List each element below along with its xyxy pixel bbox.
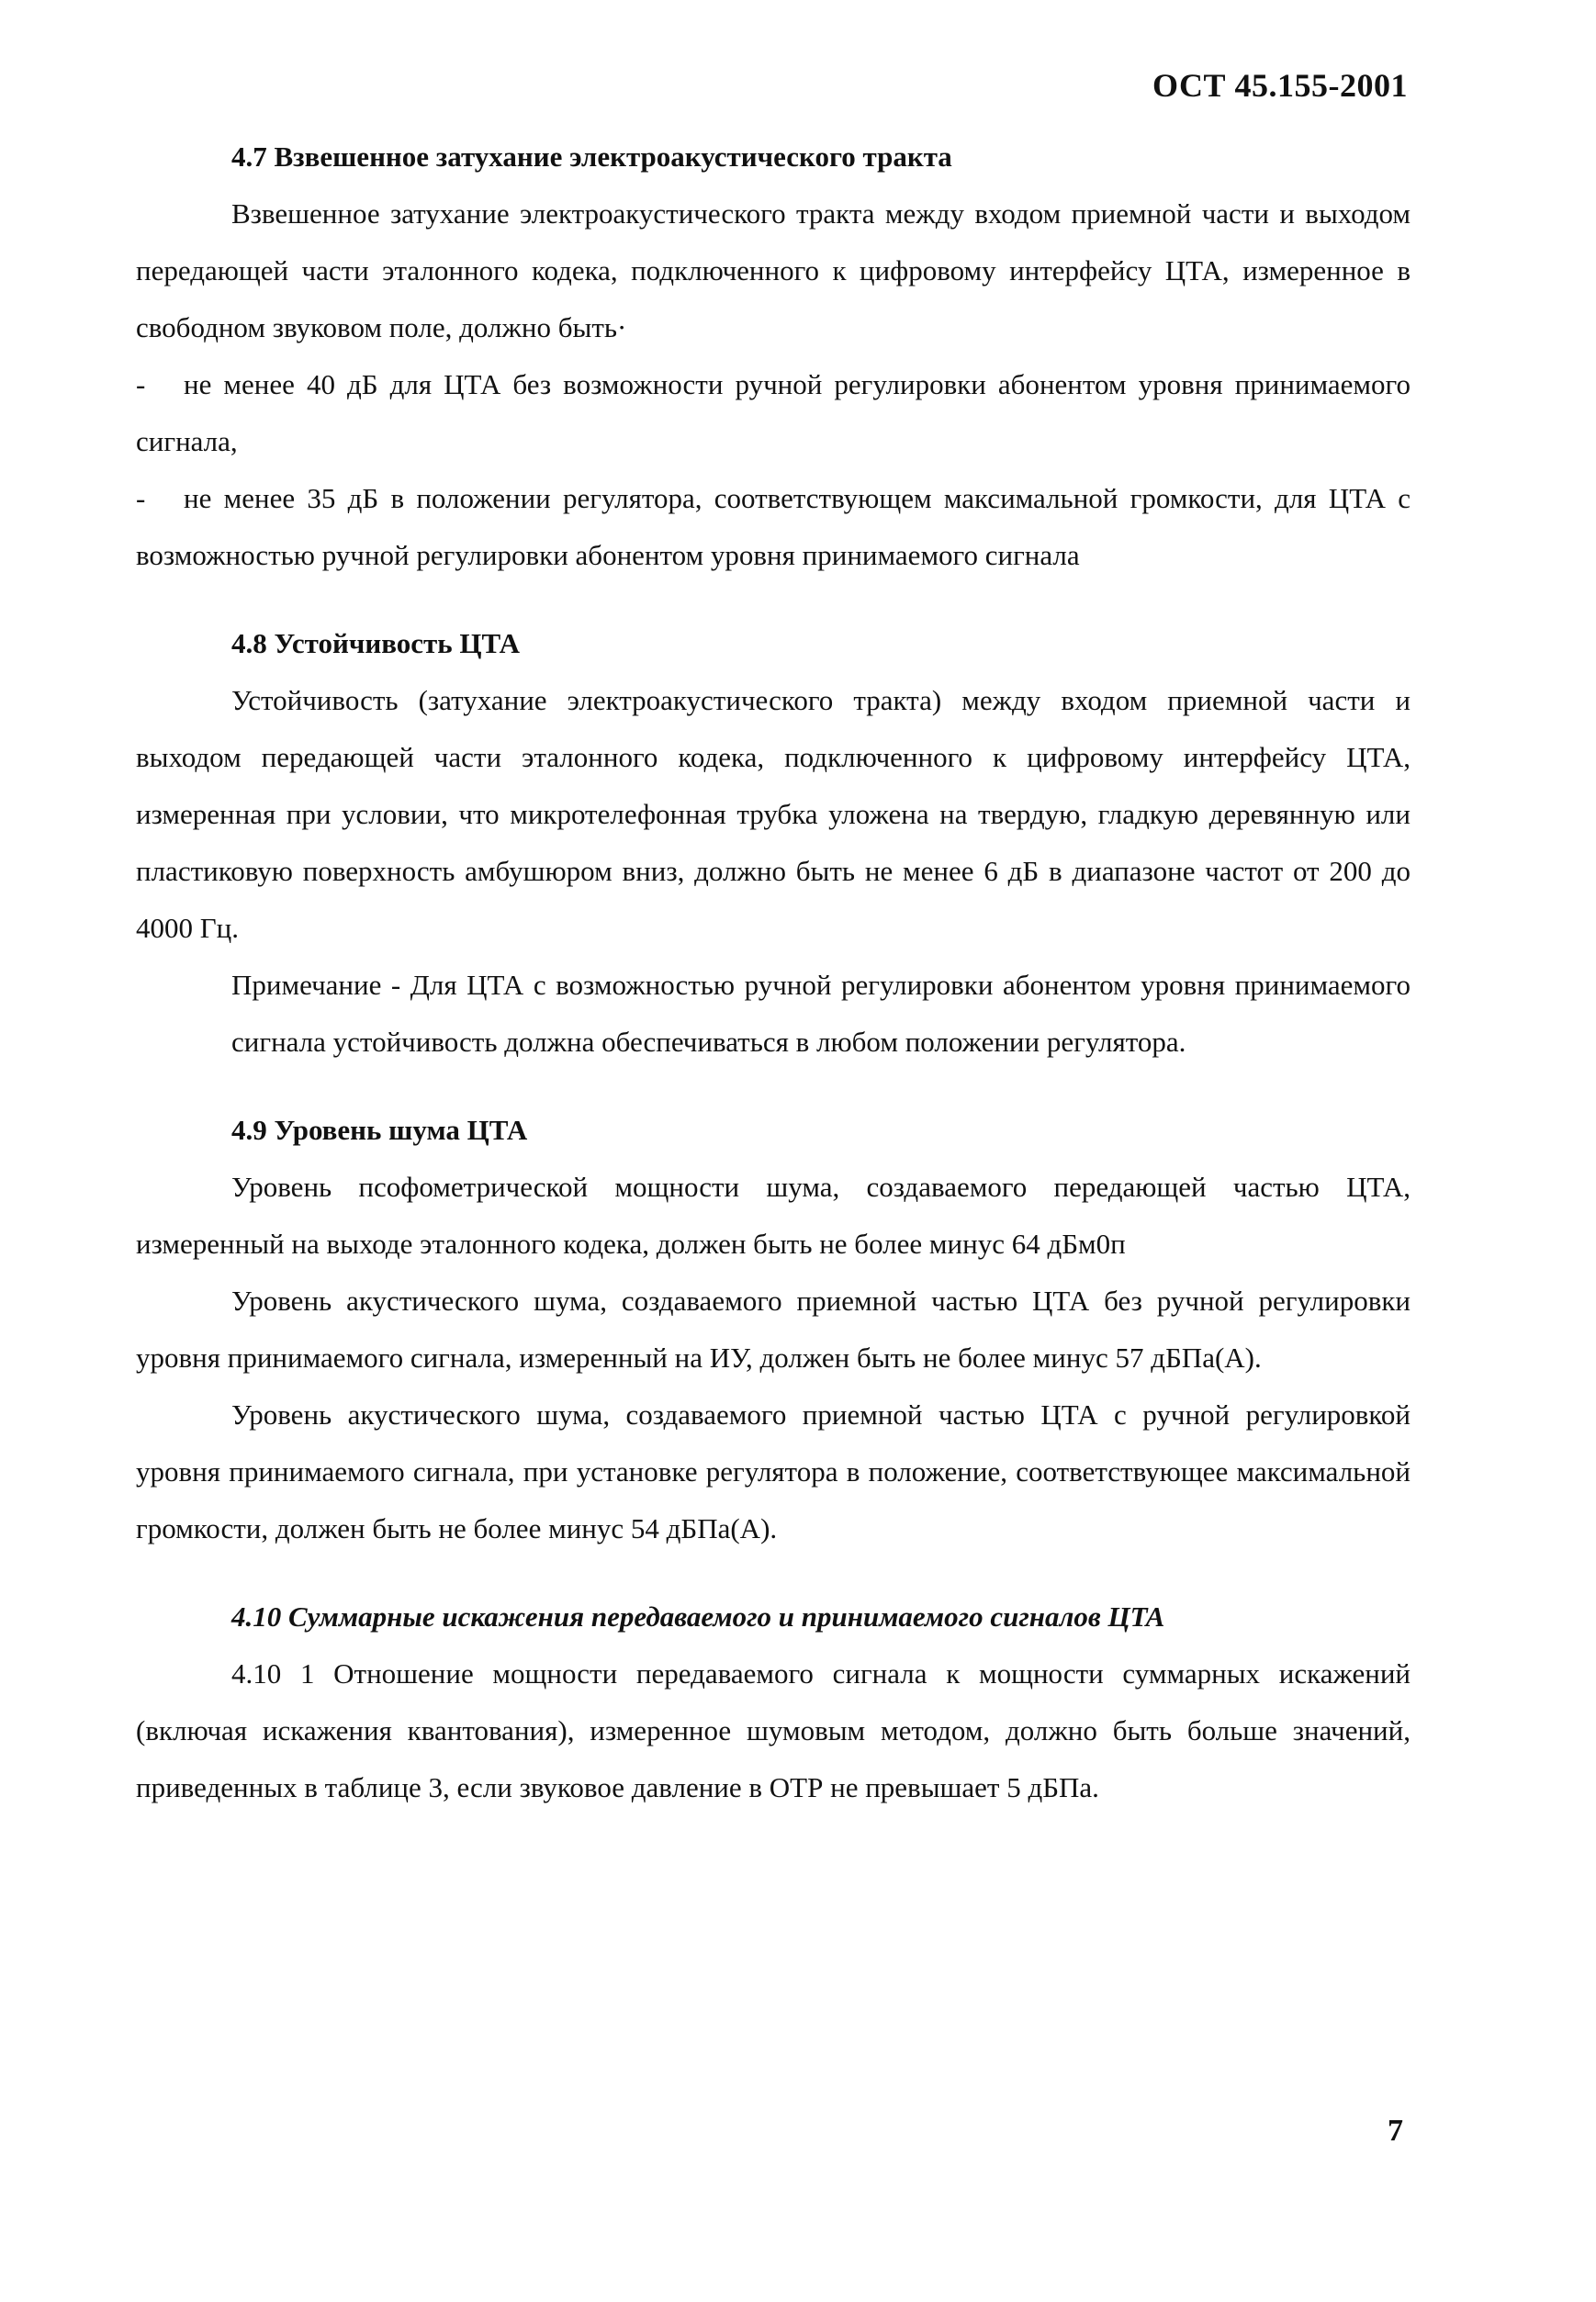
paragraph: Уровень акустического шума, создаваемого приемной частью ЦТА без ручной регулировки уровня принимаемого сигнала, измеренный на ИУ, должен быть не более минус 57 дБПа(А). (136, 1285, 1411, 1374)
page-number: 7 (1388, 2114, 1403, 2148)
section-heading-4-7: 4.7 Взвешенное затухание электроакустического тракта (231, 140, 952, 173)
section-heading-4-8: 4.8 Устойчивость ЦТА (231, 627, 520, 659)
note: Примечание - Для ЦТА с возможностью ручной регулировки абонентом уровня принимаемого сигнала устойчивость должна обеспечиваться в любом положении регулятора. (231, 969, 1411, 1058)
list-item-text: не менее 40 дБ для ЦТА без возможности ручной регулировки абонентом уровня принимаемого сигнала, (136, 368, 1411, 457)
list-item (136, 356, 1411, 470)
paragraph: 4.10 1 Отношение мощности передаваемого сигнала к мощности суммарных искажений (включая искажения квантования), измеренное шумовым методом, должно быть больше значений, приведенных в таблице 3, если звуковое давление в ОТР не превышает 5 дБПа. (136, 1657, 1411, 1803)
section-heading-4-9: 4.9 Уровень шума ЦТА (231, 1114, 528, 1146)
paragraph: Устойчивость (затухание электроакустического тракта) между входом приемной части и выходом передающей части эталонного кодека, подключенного к цифровому интерфейсу ЦТА, измеренная при условии, что микротелефонная трубка уложена на твердую, гладкую деревянную или пластиковую поверхность амбушюром вниз, должно быть не менее 6 дБ в диапазоне частот от 200 до 4000 Гц. (136, 684, 1411, 944)
document-code: ОСТ 45.155-2001 (1152, 67, 1408, 104)
paragraph: Уровень псофометрической мощности шума, создаваемого передающей частью ЦТА, измеренный на выходе эталонного кодека, должен быть не более минус 64 дБм0п (136, 1171, 1411, 1260)
document-body (136, 129, 1411, 1816)
bullet-dash: - (136, 368, 146, 400)
bullet-dash: - (136, 482, 146, 514)
section-heading-4-10: 4.10 Суммарные искажения передаваемого и принимаемого сигналов ЦТА (231, 1600, 1165, 1633)
paragraph: Взвешенное затухание электроакустического тракта между входом приемной части и выходом передающей части эталонного кодека, подключенного к цифровому интерфейсу ЦТА, измеренное в свободном звуковом поле, должно быть· (136, 197, 1411, 343)
paragraph: Уровень акустического шума, создаваемого приемной частью ЦТА с ручной регулировкой уровня принимаемого сигнала, при установке регулятора в положение, соответствующее максимальной громкости, должен быть не более минус 54 дБПа(А). (136, 1398, 1411, 1544)
list-item (136, 470, 1411, 584)
list-item-text: не менее 35 дБ в положении регулятора, соответствующем максимальной громкости, для ЦТА с возможностью ручной регулировки абонентом уровня принимаемого сигнала (136, 482, 1411, 571)
